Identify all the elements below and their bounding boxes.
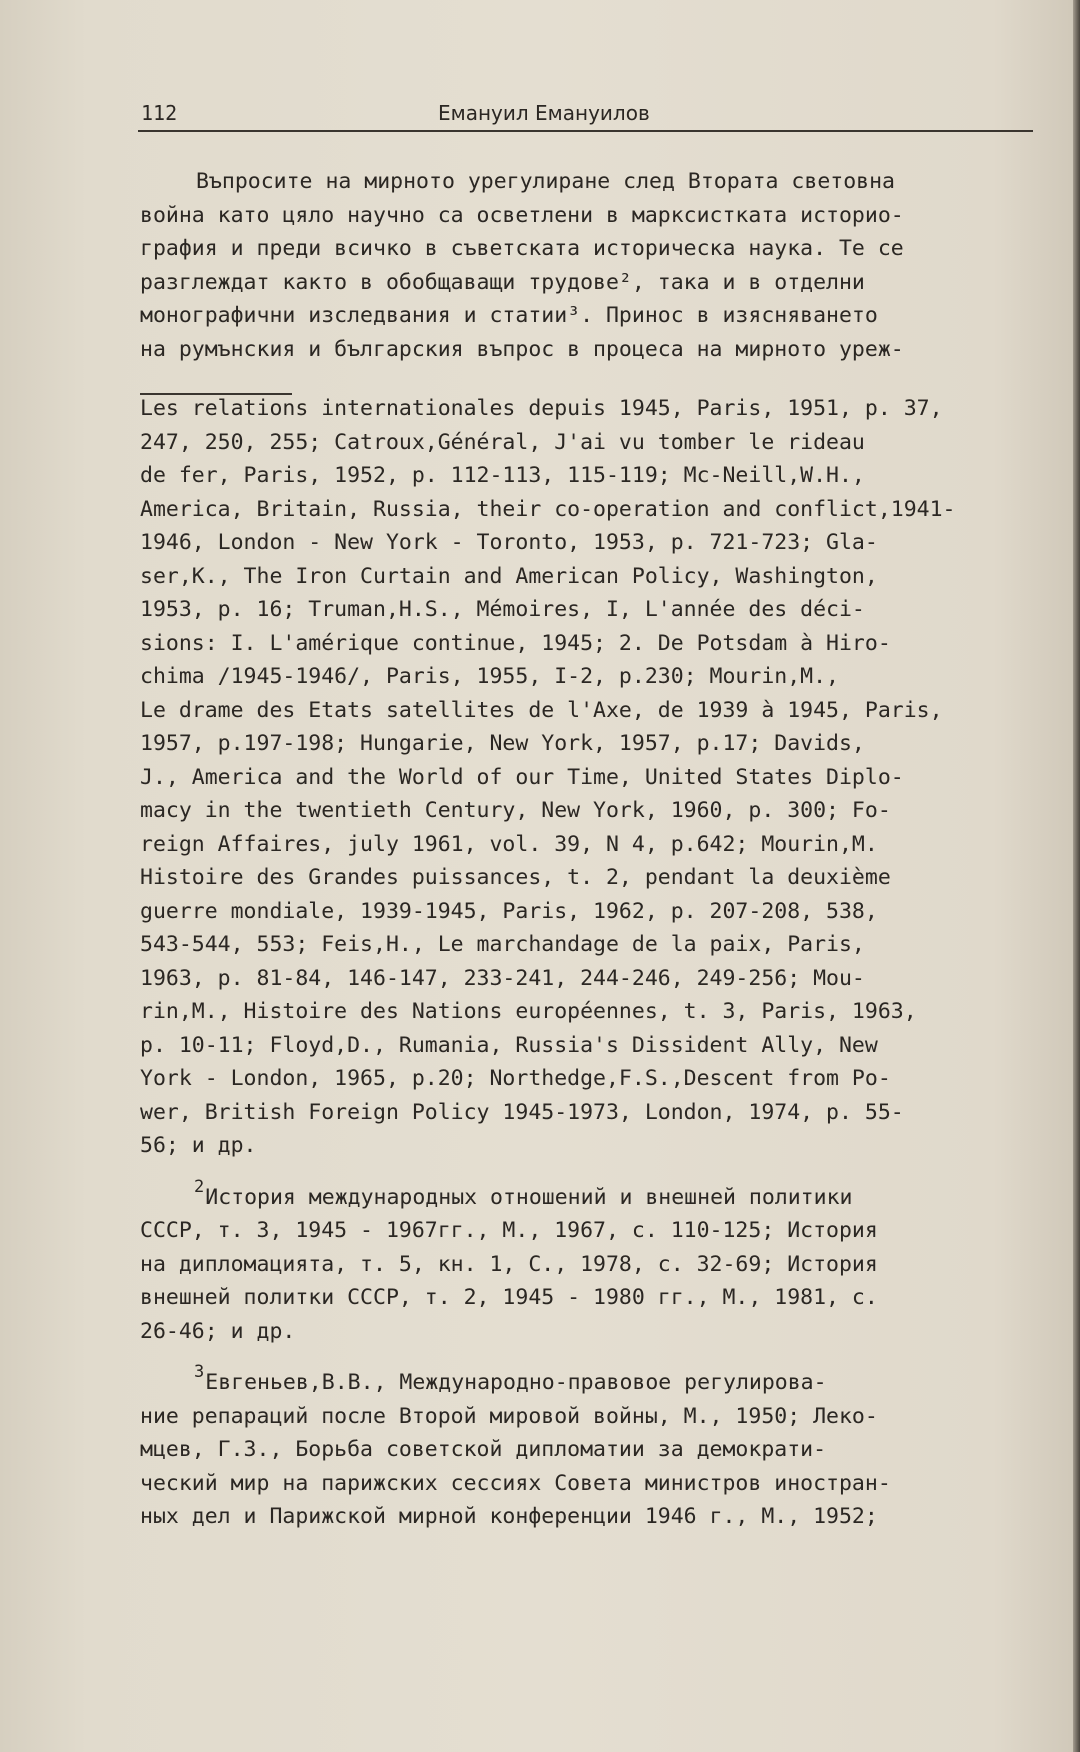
footnote-line: ние репараций после Второй мировой войны, М., 1950; Леко- — [140, 1403, 878, 1429]
footnote-line: 1957, p.197-198; Hungarie, New York, 1957, p.17; Davids, — [140, 731, 865, 756]
body-line: Въпросите на мирното урегулиране след Втората световна — [196, 169, 895, 194]
body-line: монографични изследвания и статии³. Принос в изясняването — [140, 303, 878, 328]
footnote-line: sions: I. L'amérique continue, 1945; 2. De Potsdam à Hiro- — [140, 630, 891, 656]
footnote-line: wer, British Foreign Policy 1945-1973, London, 1974, p. 55- — [140, 1099, 904, 1125]
footnote-line: guerre mondiale, 1939-1945, Paris, 1962, p. 207-208, 538, — [140, 898, 878, 924]
footnote-line: rin,M., Histoire des Nations européennes, t. 3, Paris, 1963, — [140, 999, 917, 1024]
footnote-spacer — [140, 1348, 1060, 1366]
footnote-3 — [140, 1362, 1060, 1534]
page-edge-shadow — [1073, 0, 1080, 1752]
page-header — [138, 96, 1033, 132]
footnote-line: 1946, London - New York - Toronto, 1953, p. 721-723; Gla- — [140, 530, 878, 555]
footnote-line — [140, 1176, 1060, 1215]
footnote-line: ческий мир на парижских сессиях Совета министров иностран- — [140, 1470, 891, 1496]
footnote-line: 1963, p. 81-84, 146-147, 233-241, 244-246, 249-256; Mou- — [140, 965, 865, 991]
footnote-line: 543-544, 553; Feis,H., Le marchandage de la paix, Paris, — [140, 932, 865, 957]
footnote-line — [140, 1362, 1060, 1400]
body-line: графия и преди всичко в съветската историческа наука. Те се — [140, 236, 904, 261]
footnote-line: 1953, p. 16; Truman,H.S., Mémoires, I, L'année des déci- — [140, 597, 865, 622]
body-line: разглеждат както в обобщаващи трудове², така и в отделни — [140, 269, 865, 295]
body-line: на румънския и българския въпрос в процеса на мирното уреж- — [140, 336, 904, 362]
footnote-line: Le drame des Etats satellites de l'Axe, de 1939 à 1945, Paris, — [140, 697, 943, 723]
footnote-line: reign Affaires, july 1961, vol. 39, N 4, p.642; Mourin,M. — [140, 831, 878, 857]
footnote-line: J., America and the World of our Time, United States Diplo- — [140, 764, 904, 790]
footnote-separator-rule — [140, 393, 292, 395]
footnote-line: p. 10-11; Floyd,D., Rumania, Russia's Dissident Ally, New — [140, 1032, 878, 1058]
footnote-line: ser,K., The Iron Curtain and American Policy, Washington, — [140, 563, 878, 589]
footnote-text: История международных отношений и внешней политики — [205, 1184, 853, 1210]
body-line: война като цяло научно са осветлени в марксистката историо- — [140, 202, 904, 228]
page-number: 112 — [141, 101, 178, 125]
footnote-2 — [140, 1176, 1060, 1349]
footnote-line: 26-46; и др. — [140, 1318, 296, 1344]
running-head: Емануил Емануилов — [438, 101, 650, 125]
footnote-line: ных дел и Парижской мирной конференции 1946 г., М., 1952; — [140, 1504, 878, 1529]
footnote-line: de fer, Paris, 1952, p. 112-113, 115-119; Mc-Neill,W.H., — [140, 463, 865, 488]
footnote-marker: 3 — [194, 1362, 205, 1382]
footnote-marker: 2 — [194, 1176, 205, 1197]
footnote-spacer — [140, 1163, 1060, 1181]
main-paragraph — [140, 165, 1040, 366]
footnote-line: мцев, Г.З., Борьба советской дипломатии за демократи- — [140, 1437, 827, 1462]
footnote-text: Евгеньев,В.В., Международно-правовое регулирова- — [205, 1370, 827, 1395]
footnote-1 — [140, 392, 1060, 1163]
footnote-line: внешней политки СССР, т. 2, 1945 - 1980 гг., М., 1981, с. — [140, 1285, 878, 1310]
footnote-line: America, Britain, Russia, their co-operation and conflict,1941- — [140, 496, 956, 522]
footnote-line: macy in the twentieth Century, New York, 1960, p. 300; Fo- — [140, 798, 891, 823]
footnote-line: chima /1945-1946/, Paris, 1955, I-2, p.230; Mourin,M., — [140, 664, 839, 689]
footnote-line: York - London, 1965, p.20; Northedge,F.S.,Descent from Po- — [140, 1066, 891, 1091]
footnote-line: 247, 250, 255; Catroux,Général, J'ai vu tomber le rideau — [140, 429, 865, 455]
footnote-line: 56; и др. — [140, 1133, 257, 1158]
footnote-line: Les relations internationales depuis 1945, Paris, 1951, p. 37, — [140, 396, 943, 421]
footnote-line: СССР, т. 3, 1945 - 1967гг., М., 1967, с. 110-125; История — [140, 1218, 878, 1243]
footnote-line: на дипломацията, т. 5, кн. 1, С., 1978, с. 32-69; История — [140, 1251, 878, 1277]
footnote-line: Histoire des Grandes puissances, t. 2, pendant la deuxième — [140, 865, 891, 890]
footnotes-section — [140, 392, 1060, 1534]
